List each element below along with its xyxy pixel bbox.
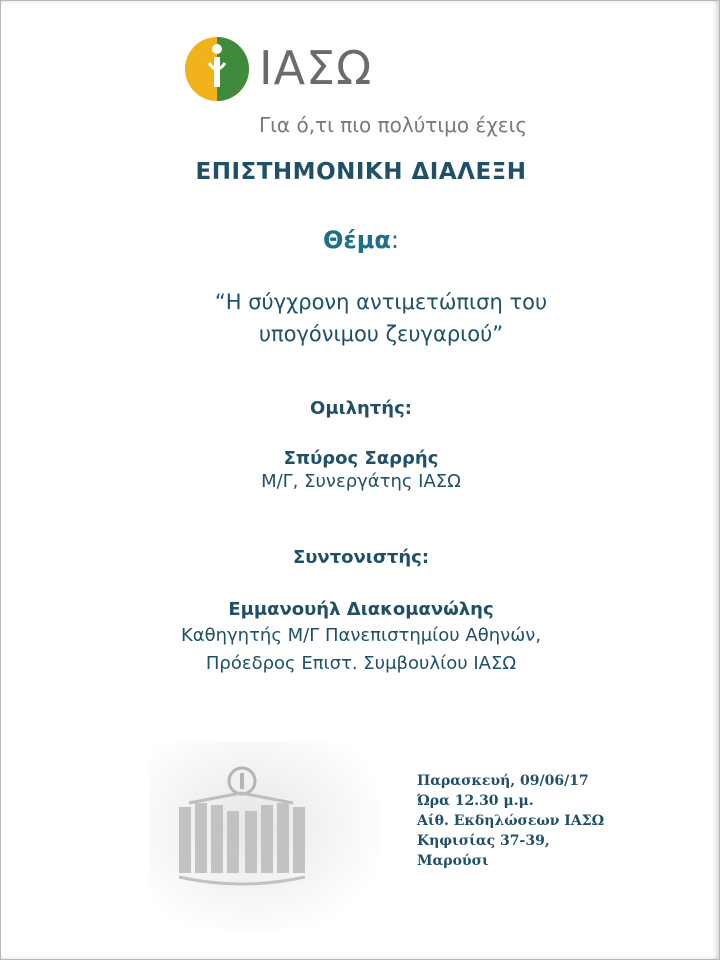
moderator-name: Εμμανουήλ Διακομανώλης <box>228 599 494 620</box>
event-info <box>417 771 604 871</box>
topic-line-2: υπογόνιμου ζευγαριού” <box>258 322 504 346</box>
book-watermark-icon <box>149 741 379 931</box>
topic-text <box>21 286 720 350</box>
speaker-label: Ομιλητής: <box>310 398 412 419</box>
speaker-title: Μ/Γ, Συνεργάτης ΙΑΣΩ <box>261 471 461 492</box>
event-time: Ώρα 12.30 μ.μ. <box>417 793 534 809</box>
speaker-name: Σπύρος Σαρρής <box>283 448 439 469</box>
iaso-logo-icon <box>183 35 251 103</box>
brand-tagline: Για ό,τι πιο πολύτιμο έχεις <box>259 113 528 137</box>
page-title: ΕΠΙΣΤΗΜΟΝΙΚΗ ΔΙΑΛΕΞΗ <box>195 159 527 185</box>
topic-label: Θέμα: <box>322 226 399 254</box>
moderator-label: Συντονιστής: <box>292 547 430 568</box>
topic-line-1: “Η σύγχρονη αντιμετώπιση του <box>214 290 548 314</box>
event-venue: Αίθ. Εκδηλώσεων ΙΑΣΩ <box>417 813 605 829</box>
moderator-title-line-1: Καθηγητής Μ/Γ Πανεπιστημίου Αθηνών, <box>180 625 542 646</box>
event-date: Παρασκευή, 09/06/17 <box>417 773 589 789</box>
event-address: Κηφισίας 37-39, <box>417 833 550 849</box>
brand-name: ΙΑΣΩ <box>259 41 373 95</box>
moderator-title-line-2: Πρόεδρος Επιστ. Συμβουλίου ΙΑΣΩ <box>205 653 517 674</box>
event-city: Μαρούσι <box>417 853 489 869</box>
